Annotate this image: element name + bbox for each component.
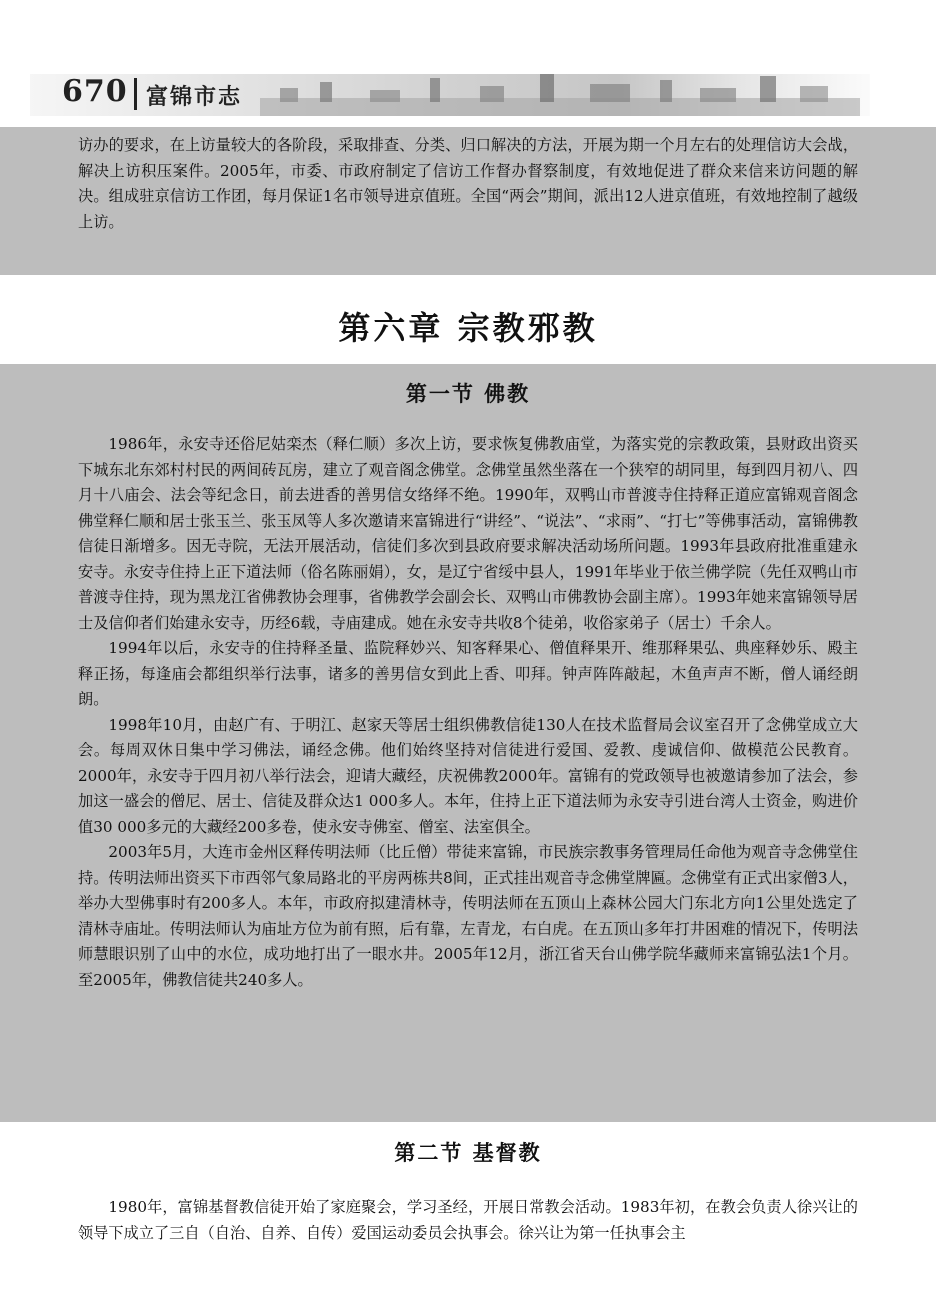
section-title-christianity: 第二节 基督教 (394, 1141, 542, 1165)
section1-paragraph-2: 1994年以后，永安寺的住持释圣量、监院释妙兴、知客释果心、僧值释果开、维那释果弘、典座释妙乐、殿主释正扬，每逢庙会都组织举行法事，诸多的善男信女到此上香、叩拜。钟声阵阵敲起，木鱼声声不断，僧人诵经朗朗。 (78, 639, 858, 708)
section-title-buddhism: 第一节 佛教 (405, 382, 531, 406)
section2-paragraph-1: 1980年，富锦基督教信徒开始了家庭聚会，学习圣经，开展日常教会活动。1983年初，在教会负责人徐兴让的领导下成立了三自（自治、自养、自传）爱国运动委员会执事会。徐兴让为第一任执事会主 (78, 1198, 858, 1242)
section1-paragraph-4: 2003年5月，大连市金州区释传明法师（比丘僧）带徒来富锦，市民族宗教事务管理局任命他为观音寺念佛堂住持。传明法师出资买下市西邻气象局路北的平房两栋共8间，正式挂出观音寺念佛堂牌匾。念佛堂有正式出家僧3人，举办大型佛事时有200多人。本年，市政府拟建清林寺，传明法师在五顶山上森林公园大门东北方向1公里处选定了清林寺庙址。传明法师认为庙址方位为前有照，后有靠，左青龙，右白虎。在五顶山多年打井困难的情况下，传明法师慧眼识别了山中的水位，成功地打出了一眼水井。2005年12月，浙江省天台山佛学院华藏师来富锦弘法1个月。至2005年，佛教信徒共240多人。 (78, 843, 858, 989)
intro-paragraph: 访办的要求，在上访量较大的各阶段，采取排查、分类、归口解决的方法，开展为期一个月左右的处理信访大会战，解决上访积压案件。2005年，市委、市政府制定了信访工作督办督察制度，有效地促进了群众来信来访问题的解决。组成驻京信访工作团，每月保证1名市领导进京值班。全国“两会”期间，派出12人进京值班，有效地控制了越级上访。 (78, 136, 858, 231)
city-skyline-image (260, 64, 860, 116)
header-divider (134, 78, 137, 110)
chapter-title: 第六章 宗教邪教 (338, 309, 598, 347)
page-number: 670 (62, 74, 128, 109)
section1-body (78, 432, 858, 993)
page-header (0, 60, 936, 130)
section1-paragraph-1: 1986年，永安寺还俗尼姑栾杰（释仁顺）多次上访，要求恢复佛教庙堂，为落实党的宗教政策，县财政出资买下城东北东郊村村民的两间砖瓦房，建立了观音阁念佛堂。念佛堂虽然坐落在一个狭窄的胡同里，每到四月初八、四月十八庙会、法会等纪念日，前去进香的善男信女络绎不绝。1990年，双鸭山市普渡寺住持释正道应富锦观音阁念佛堂释仁顺和居士张玉兰、张玉凤等人多次邀请来富锦进行“讲经”、“说法”、“求雨”、“打七”等佛事活动，富锦佛教信徒日渐增多。因无寺院，无法开展活动，信徒们多次到县政府要求解决活动场所问题。1993年县政府批准重建永安寺。永安寺住持上正下道法师（俗名陈丽娟），女，是辽宁省绥中县人，1991年毕业于依兰佛学院（先任双鸭山市普渡寺住持，现为黑龙江省佛教协会理事，省佛教学会副会长、双鸭山市佛教协会副主席）。1993年她来富锦领导居士及信仰者们始建永安寺，历经6载，寺庙建成。她在永安寺共收8个徒弟，收俗家弟子（居士）千余人。 (78, 435, 858, 632)
section2-body (78, 1195, 858, 1246)
book-title: 富锦市志 (146, 85, 243, 110)
section1-paragraph-3: 1998年10月，由赵广有、于明江、赵家天等居士组织佛教信徒130人在技术监督局会议室召开了念佛堂成立大会。每周双休日集中学习佛法，诵经念佛。他们始终坚持对信徒进行爱国、爱教、虔诚信仰、做模范公民教育。2000年，永安寺于四月初八举行法会，迎请大藏经，庆祝佛教2000年。富锦有的党政领导也被邀请参加了法会，参加这一盛会的僧尼、居士、信徒及群众达1 000多人。本年，住持上正下道法师为永安寺引进台湾人士资金，购进价值30 000多元的大藏经200多卷，使永安寺佛室、僧室、法室俱全。 (78, 715, 858, 836)
